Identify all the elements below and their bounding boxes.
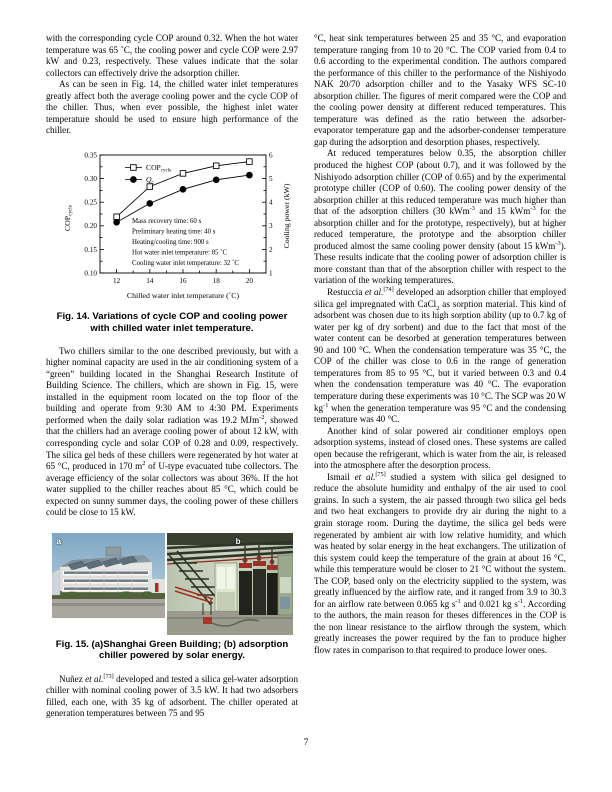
annotation-4: Cooling water inlet temperature: 32 ˚C (132, 259, 239, 267)
ytick-left-2: 0.20 (84, 222, 97, 231)
figure-15-photo-row (46, 533, 298, 635)
xtick-3: 18 (212, 276, 220, 285)
ytick-right-2: 3 (269, 222, 273, 231)
para3-text-3: of U-type evacuated tube collectors. The average efficiency of the solar collectors was about 36%. If the hot water supplied to the chiller reaches about 85 °C, which could be expected on sunny summer days, the cooling power of these chillers could be close to 15 kW. (46, 461, 298, 518)
rpara3-text-1: Restuccia (327, 287, 365, 298)
ytick-right-3: 4 (269, 198, 273, 207)
rpara2-sup-2: -3 (530, 205, 536, 213)
chart-legend (125, 163, 172, 186)
annotation-3: Hot water inlet temperature: 85 ˚C (132, 249, 228, 257)
rpara3-sub: 2 (436, 304, 440, 312)
paragraph-continued-right: °C, heat sink temperatures between 25 and 35 °C, and evaporation temperature ranging from 10 to 20 °C. The COP varied from 0.4 to 0.6 according to the experimental condition. The authors compared the performance of this chiller to the performance of the Nishiyodo NAK 20/70 adsorption chiller and to the Yasaky WFS SC-10 absorption chiller. The figures of merit compared were the COP and the cooling power density at different reduced temperatures. This temperature was defined as the ratio between the adsorber-evaporator temperature gap and the adsorber-condenser temperature gap during the adsorption and desorption phases, respectively. (314, 33, 566, 147)
paragraph-open-adsorption: Another kind of solar powered air conditioner employs open adsorption systems, instead of closed ones. These systems are called open because the refrigerant, which is water from the air, is released into the atmosphere after the desorption process. (314, 425, 566, 471)
rpara5-text-1: Ismail (327, 471, 355, 482)
rpara2-sup-1: -3 (469, 205, 475, 213)
para4-text-2: developed and tested a silica gel-water adsorption chiller with nominal cooling power of 3.5 kW. It had two adsorbers filled, each one, with 35 kg of adsorbent. The chiller operated at generation temperatures between 75 and 95 (46, 673, 298, 719)
x-axis-label: Chilled water inlet temperature (˚C) (126, 290, 240, 300)
figure-15 (46, 533, 298, 662)
ytick-left-0: 0.10 (84, 269, 97, 278)
para4-reference: [73] (103, 672, 114, 680)
rpara5-reference: [75] (375, 470, 386, 478)
xtick-0: 12 (113, 276, 121, 285)
left-column (46, 33, 298, 720)
ytick-right-5: 6 (269, 151, 273, 160)
photo-a-svg (52, 533, 165, 618)
chart-svg (46, 143, 298, 309)
figure-15-caption: Fig. 15. (a)Shanghai Green Building; (b) adsorption chiller powered by solar energy. (55, 638, 289, 662)
y-axis-label-right: Cooling power (kW) (282, 183, 291, 249)
annotation-1: Preliminary heating time: 40 s (132, 228, 216, 236)
rpara2-sup-3: -3 (555, 239, 561, 247)
photo-b-svg (167, 533, 293, 635)
rpara2-text-1: At reduced temperatures below 0.35, the absorption chiller produced the highest COP (about 0.7), and it was followed by the Nishiyodo adsorption chiller (COP of 0.65) and by the experimental prototype chiller (COP of 0.60). The cooling power density of the absorption chiller at this reduced temperature was much higher than that of the adsorption chillers (30 kWm (314, 148, 566, 217)
ytick-left-3: 0.25 (84, 198, 97, 207)
ytick-right-0: 1 (269, 269, 273, 278)
ytick-left-1: 0.15 (84, 245, 97, 254)
rpara2-text-4: ). These results indicate that the cooling power of adsorption chiller is more constant than that of the absorption chiller with respect to the variation of the working temperatures. (314, 240, 566, 286)
paragraph-ismail (314, 472, 566, 657)
para3-text-1: Two chillers similar to the one described previously, but with a higher nominal capacity are used in the air conditioning system of a “green” building located in the Shanghai Research Institute of Building Science. The chillers, which are shown in Fig. 15, were installed in the equipment room located on the top floor of the building and operate from 9:30 AM to 4:30 PM. Experiments performed when the daily solar radiation was 19.2 MJm (46, 345, 298, 425)
rpara3-text-3: as sorption material. This kind of adsorbent was chosen due to its high sorption ability (up to 0.7 kg of water per kg of dry sorbent) and due to the fact that most of the water content can be desorbed at generation temperatures between 90 and 100 °C. When the condensation temperature was 35 °C, the COP of the chiller was close to 0.6 in the range of generation temperatures from 85 to 95 °C, but it varied between 0.3 and 0.4 when the condensation temperature was 40 °C. The evaporation temperature during these experiments was 10 °C. The SCP was 20 W kg (314, 298, 566, 413)
photo-adsorption-chiller (167, 533, 293, 635)
figure-14 (46, 143, 298, 334)
xtick-4: 20 (245, 276, 253, 285)
xtick-2: 16 (179, 276, 187, 285)
rpara5-sup-2: -1 (517, 597, 524, 605)
paragraph-green-building (46, 346, 298, 519)
photo-label-b: b (235, 536, 241, 546)
page-number: 7 (303, 737, 309, 747)
ytick-right-4: 5 (269, 174, 273, 183)
paragraph-fig14-intro: As can be seen in Fig. 14, the chilled water inlet temperatures greatly affect both the average cooling power and the cycle COP of the chiller. Thus, when ever possible, the highest inlet water temperature should be used to ensure high performance of the chiller. (46, 79, 298, 136)
paragraph-reduced-temperatures (314, 148, 566, 287)
legend-label-qc: Qc (146, 175, 154, 186)
annotation-0: Mass recovery time: 60 s (132, 217, 202, 225)
rpara3-italic: et al. (364, 287, 384, 298)
rpara2-text-3: for the absorption chiller and for the prototype, respectively), but at higher reduced temperature, the prototype and the absorption chiller produced almost the same cooling power density (about 15 kWm (314, 206, 567, 251)
paragraph-nunez (46, 674, 298, 720)
rpara3-reference: [74] (383, 286, 394, 293)
para3-text-2: , showed that the chillers had an average cooling power of about 12 kW, with corresponding cycle and solar COP of 0.28 and 0.09, respectively. The silica gel beds of these chillers were regenerated by hot water at 65 °C, produced in 170 m (46, 414, 298, 472)
chart-cop-cooling-power (46, 143, 298, 309)
rpara2-text-2: and 15 kWm (474, 206, 531, 217)
annotation-2: Heating/cooling time: 900 s (132, 238, 209, 246)
chart-annotations (132, 218, 239, 267)
y-axis-label-left: $COP_{cycle}$ (63, 204, 74, 231)
rpara3-sup-1: -1 (323, 401, 329, 409)
right-column (314, 33, 566, 657)
figure-14-caption: Fig. 14. Variations of cycle COP and cooling power with chilled water inlet temperature. (56, 310, 288, 334)
xtick-1: 14 (146, 276, 154, 285)
rpara5-text-4: . According to the authors, the main reason for theses differences in the COP is the non linear resistance to the airflow through the system, which greatly increases the power required by the fan to produce higher flow rates in comparison to that required to produce lower ones. (314, 598, 566, 655)
para3-sup-2: 2 (142, 460, 146, 468)
rpara3-text-2: developed an adsorption chiller that employed silica gel impregnated with CaCl (314, 287, 566, 309)
rpara3-text-4: when the generation temperature was 95 °C and the condensing temperature was 40 °C. (314, 402, 566, 425)
photo-label-a: a (56, 536, 61, 546)
ytick-right-1: 2 (269, 245, 273, 254)
rpara5-text-3: and 0.021 kg s (460, 598, 518, 609)
para3-sup-1: -2 (259, 413, 265, 421)
rpara5-text-2: studied a system with silica gel designed to reduce the absolute humidity and enthalpy of the air used to cool grains. In such a system, the air passed through two silica gel beds and two heat exchangers to provide dry air during the night to a grain storage room. During the daytime, the silica gel beds were regenerated by ambient air with low relative humidity, and which was heated by solar energy in the heat exchangers. The utilization of this system could keep the temperature of the grain at about 16 °C, while this temperature would be closer to 21 °C without the system. The COP, based only on the electricity supplied to the system, was greatly influenced by the airflow rate, and it ranged from 3.9 to 30.3 for an airflow rate between 0.065 kg s (314, 471, 566, 609)
legend-label-cop: COPcycle (146, 163, 172, 174)
ytick-left-4: 0.30 (84, 174, 97, 183)
rpara5-sup-1: -1 (455, 597, 461, 605)
photo-shanghai-green-building (52, 533, 165, 618)
ytick-left-5: 0.35 (84, 151, 97, 160)
para4-text-1: Nuñez (59, 673, 86, 684)
paragraph-continued: with the corresponding cycle COP around 0.32. When the hot water temperature was 65 ˚C, the cooling power and cycle COP were 2.97 kW and 0.23, respectively. These values indicate that the solar collectors can effectively drive the adsorption chiller. (46, 33, 298, 78)
paragraph-restuccia (314, 287, 566, 426)
para4-italic: et al. (85, 673, 104, 684)
rpara5-italic: et al. (354, 471, 376, 482)
